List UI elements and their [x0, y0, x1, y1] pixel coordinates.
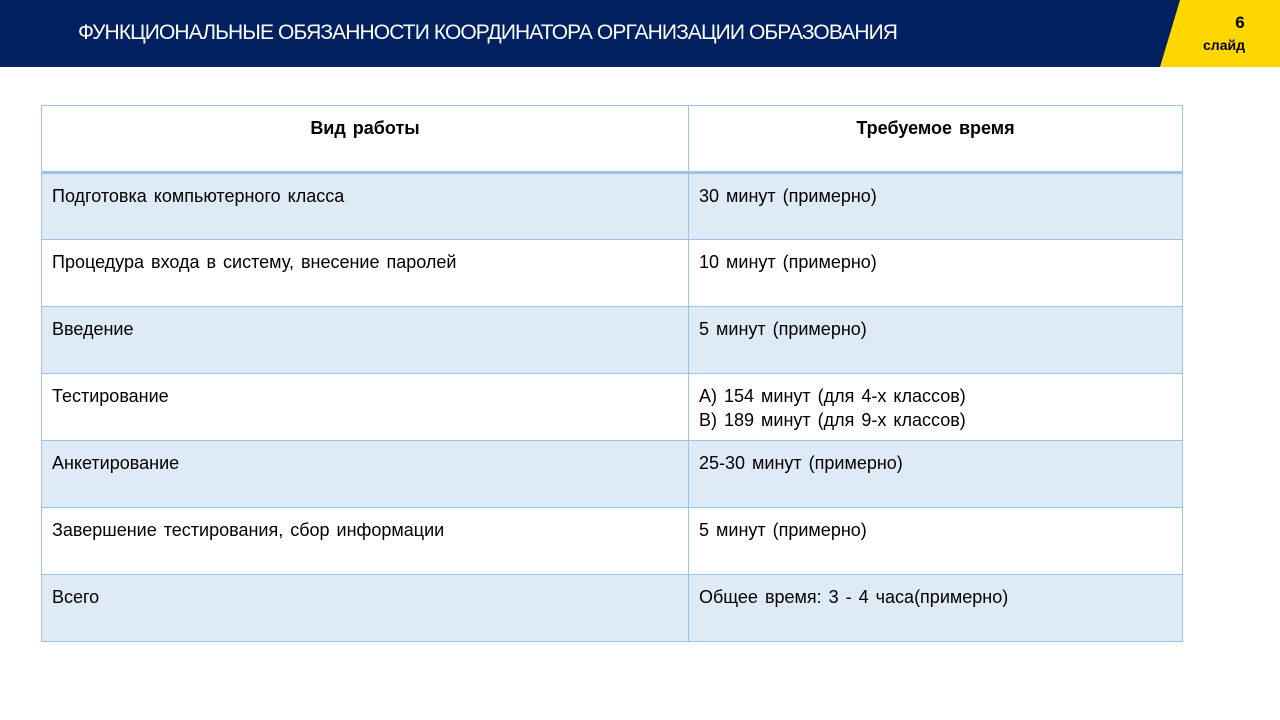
cell-time: [689, 173, 1183, 240]
cell-work: Завершение тестирования, сбор информации: [42, 508, 689, 575]
table-row: [42, 441, 1183, 508]
table-header-row: [42, 106, 1183, 173]
table-row: [42, 307, 1183, 374]
table-row: [42, 575, 1183, 642]
cell-work: Подготовка компьютерного класса: [42, 173, 689, 240]
cell-time-line: А) 154 минут (для 4-х классов): [699, 386, 966, 406]
table-row: [42, 173, 1183, 240]
cell-time-line: 5 минут (примерно): [699, 520, 867, 540]
cell-work: Тестирование: [42, 374, 689, 441]
cell-work: Анкетирование: [42, 441, 689, 508]
cell-time-line: В) 189 минут (для 9-х классов): [699, 410, 966, 430]
slide-number-label: слайд: [1203, 37, 1245, 53]
cell-time: [689, 508, 1183, 575]
cell-time: [689, 374, 1183, 441]
column-header-time: Требуемое время: [689, 106, 1183, 173]
cell-time: [689, 441, 1183, 508]
cell-work: Процедура входа в систему, внесение паролей: [42, 240, 689, 307]
cell-time-line: 5 минут (примерно): [699, 319, 867, 339]
cell-time-line: Общее время: 3 - 4 часа(примерно): [699, 587, 1009, 607]
cell-time-line: 10 минут (примерно): [699, 252, 877, 272]
slide-number: 6: [1235, 13, 1245, 32]
cell-time-line: 25-30 минут (примерно): [699, 453, 903, 473]
cell-work: Всего: [42, 575, 689, 642]
cell-time: [689, 240, 1183, 307]
table-row: [42, 240, 1183, 307]
slide-title: ФУНКЦИОНАЛЬНЫЕ ОБЯЗАННОСТИ КООРДИНАТОРА ОРГАНИЗАЦИИ ОБРАЗОВАНИЯ: [78, 21, 898, 44]
table-row: [42, 508, 1183, 575]
duties-table: [41, 105, 1183, 642]
cell-time: [689, 307, 1183, 374]
table-row: [42, 374, 1183, 441]
column-header-work: Вид работы: [42, 106, 689, 173]
cell-time: [689, 575, 1183, 642]
cell-work: Введение: [42, 307, 689, 374]
cell-time-line: 30 минут (примерно): [699, 186, 877, 206]
slide-number-badge: [1160, 0, 1280, 67]
